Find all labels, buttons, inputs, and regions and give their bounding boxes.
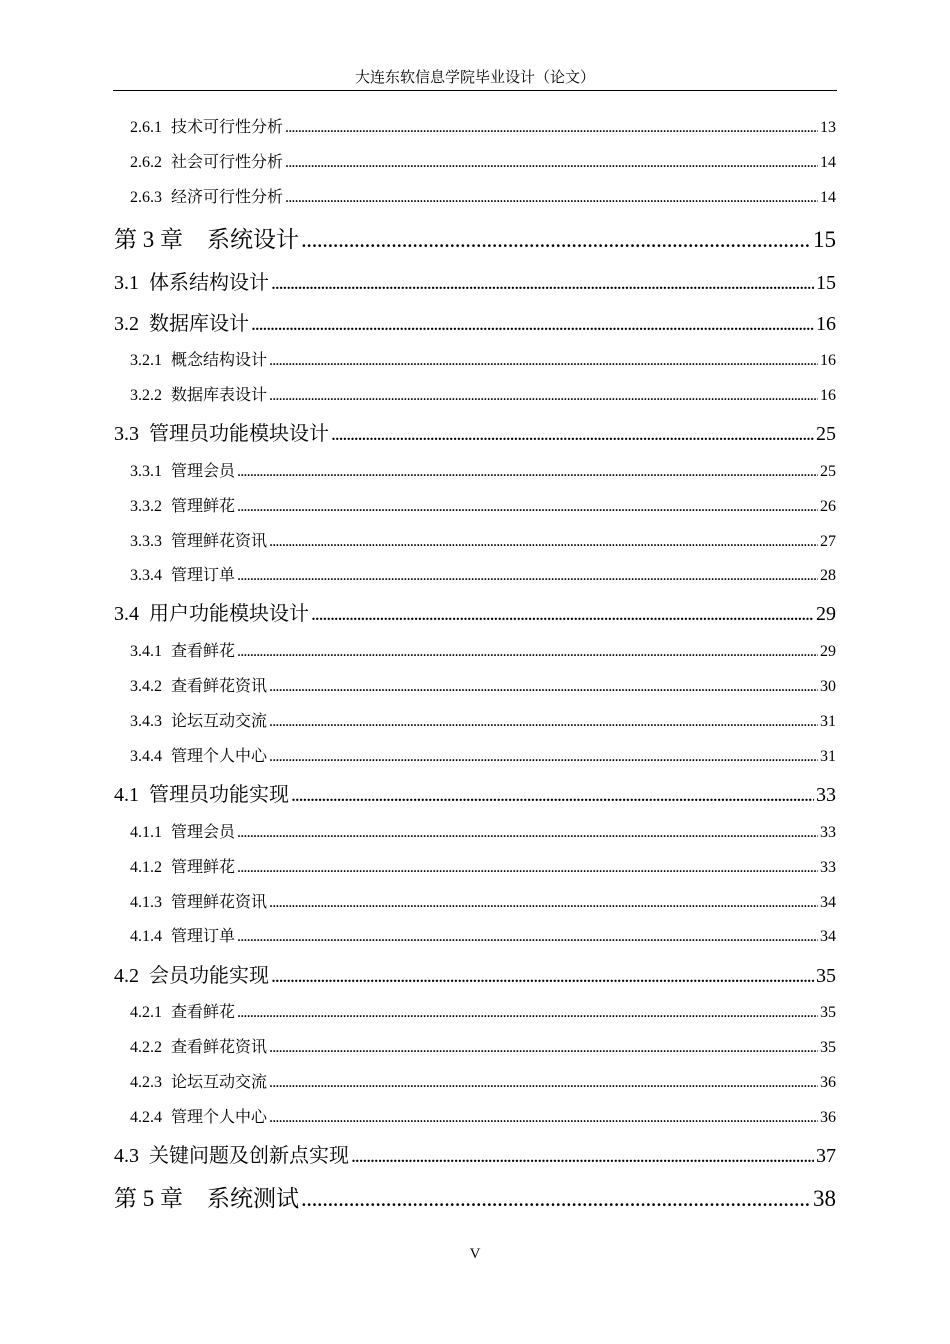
toc-entry[interactable] bbox=[130, 1069, 836, 1091]
toc-entry-page: 16 bbox=[820, 387, 836, 404]
toc-entry-title: 经济可行性分析 bbox=[171, 189, 284, 206]
toc-entry-page: 36 bbox=[820, 1074, 836, 1091]
toc-entry-page: 37 bbox=[816, 1145, 836, 1167]
toc-entry[interactable] bbox=[130, 1104, 836, 1126]
toc-leader-dots bbox=[301, 227, 811, 253]
toc-entry-section[interactable] bbox=[114, 307, 836, 333]
toc-entry-title: 管理会员 bbox=[171, 463, 236, 480]
toc-entry[interactable] bbox=[130, 114, 836, 136]
toc-entry-number: 4.2 bbox=[114, 965, 139, 987]
toc-leader-dots bbox=[237, 928, 818, 946]
toc-entry-number: 3.2.1 bbox=[130, 352, 162, 369]
toc-entry-page: 27 bbox=[820, 533, 836, 550]
toc-leader-dots bbox=[237, 859, 818, 877]
toc-entry-title: 数据库表设计 bbox=[171, 387, 268, 404]
toc-entry-number: 4.2.1 bbox=[130, 1004, 162, 1021]
toc-entry-title: 管理鲜花 bbox=[171, 498, 236, 515]
toc-entry-page: 13 bbox=[820, 119, 836, 136]
toc-entry[interactable] bbox=[130, 999, 836, 1021]
toc-entry-title: 管理鲜花 bbox=[171, 859, 236, 876]
toc-entry[interactable] bbox=[130, 889, 836, 911]
toc-entry-page: 16 bbox=[816, 313, 836, 335]
toc-entry-page: 28 bbox=[820, 567, 836, 584]
toc-entry[interactable] bbox=[130, 819, 836, 841]
toc-entry-title: 查看鲜花资讯 bbox=[171, 678, 268, 695]
toc-entry-number: 3.4.1 bbox=[130, 643, 162, 660]
toc-entry-number: 2.6.3 bbox=[130, 189, 162, 206]
toc-entry-number: 3.3.2 bbox=[130, 498, 162, 515]
toc-leader-dots bbox=[331, 423, 814, 446]
toc-leader-dots bbox=[285, 119, 818, 137]
toc-entry-number: 4.1.1 bbox=[130, 824, 162, 841]
toc-entry[interactable] bbox=[130, 854, 836, 876]
toc-entry-number: 4.2.3 bbox=[130, 1074, 162, 1091]
toc-entry-number: 第 5 章 bbox=[114, 1186, 183, 1211]
toc-leader-dots bbox=[269, 1039, 818, 1057]
toc-entry-section[interactable] bbox=[114, 959, 836, 985]
toc-leader-dots bbox=[269, 1074, 818, 1092]
toc-entry-title: 论坛互动交流 bbox=[171, 713, 268, 730]
toc-entry-title: 查看鲜花资讯 bbox=[171, 1039, 268, 1056]
toc-entry-title: 关键问题及创新点实现 bbox=[149, 1145, 349, 1167]
toc-entry[interactable] bbox=[130, 638, 836, 660]
toc-leader-dots bbox=[237, 1004, 818, 1022]
toc-entry-title: 管理个人中心 bbox=[171, 1109, 268, 1126]
toc-entry-title: 数据库设计 bbox=[149, 313, 249, 335]
toc-leader-dots bbox=[291, 784, 814, 807]
toc-leader-dots bbox=[269, 352, 818, 370]
toc-entry-number: 2.6.2 bbox=[130, 154, 162, 171]
toc-entry-title: 系统设计 bbox=[207, 227, 299, 252]
toc-leader-dots bbox=[269, 678, 818, 696]
toc-entry-page: 31 bbox=[820, 748, 836, 765]
toc-entry-title: 管理订单 bbox=[171, 567, 236, 584]
toc-leader-dots bbox=[237, 567, 818, 585]
toc-entry-number: 3.3.1 bbox=[130, 463, 162, 480]
toc-entry-title: 管理员功能实现 bbox=[149, 784, 289, 806]
toc-entry[interactable] bbox=[130, 493, 836, 515]
toc-entry-number: 3.2 bbox=[114, 313, 139, 335]
toc-entry-section[interactable] bbox=[114, 597, 836, 623]
toc-entry[interactable] bbox=[130, 562, 836, 584]
toc-entry-page: 30 bbox=[820, 678, 836, 695]
toc-entry[interactable] bbox=[130, 347, 836, 369]
toc-entry-number: 2.6.1 bbox=[130, 119, 162, 136]
toc-entry-page: 25 bbox=[820, 463, 836, 480]
toc-entry-number: 3.4.4 bbox=[130, 748, 162, 765]
toc-entry-number: 4.1.2 bbox=[130, 859, 162, 876]
toc-leader-dots bbox=[237, 643, 818, 661]
toc-entry-number: 4.2.2 bbox=[130, 1039, 162, 1056]
toc-entry-number: 3.4 bbox=[114, 603, 139, 625]
toc-leader-dots bbox=[269, 387, 818, 405]
toc-entry-number: 3.1 bbox=[114, 272, 139, 294]
toc-entry-chapter[interactable] bbox=[114, 221, 836, 251]
toc-leader-dots bbox=[269, 713, 818, 731]
toc-entry-page: 33 bbox=[820, 824, 836, 841]
toc-entry-number: 4.2.4 bbox=[130, 1109, 162, 1126]
toc-entry-page: 33 bbox=[820, 859, 836, 876]
toc-leader-dots bbox=[269, 533, 818, 551]
toc-leader-dots bbox=[251, 313, 814, 336]
toc-leader-dots bbox=[269, 1109, 818, 1127]
toc-leader-dots bbox=[301, 1186, 811, 1212]
toc-entry-title: 管理订单 bbox=[171, 928, 236, 945]
toc-entry-title: 论坛互动交流 bbox=[171, 1074, 268, 1091]
toc-leader-dots bbox=[269, 748, 818, 766]
toc-entry-page: 38 bbox=[813, 1186, 836, 1211]
toc-entry[interactable] bbox=[130, 673, 836, 695]
toc-entry-title: 社会可行性分析 bbox=[171, 154, 284, 171]
toc-entry-title: 管理鲜花资讯 bbox=[171, 894, 268, 911]
toc-entry-number: 第 3 章 bbox=[114, 227, 183, 252]
page-header: 大连东软信息学院毕业设计（论文） bbox=[113, 66, 837, 91]
toc-entry-page: 34 bbox=[820, 894, 836, 911]
toc-entry-title: 管理会员 bbox=[171, 824, 236, 841]
toc-entry[interactable] bbox=[130, 528, 836, 550]
toc-entry-page: 36 bbox=[820, 1109, 836, 1126]
toc-entry-number: 4.1.4 bbox=[130, 928, 162, 945]
toc-entry-title: 系统测试 bbox=[207, 1186, 299, 1211]
toc-entry-number: 3.4.3 bbox=[130, 713, 162, 730]
toc-entry-title: 查看鲜花 bbox=[171, 643, 236, 660]
toc-entry-page: 35 bbox=[816, 965, 836, 987]
toc-entry-title: 管理个人中心 bbox=[171, 748, 268, 765]
toc-entry-section[interactable] bbox=[114, 266, 836, 292]
toc-entry-title: 概念结构设计 bbox=[171, 352, 268, 369]
toc-entry-page: 29 bbox=[820, 643, 836, 660]
toc-entry-chapter[interactable] bbox=[114, 1180, 836, 1210]
page-number: V bbox=[469, 1246, 481, 1262]
toc-entry[interactable] bbox=[130, 743, 836, 765]
toc-leader-dots bbox=[237, 824, 818, 842]
toc-entry-title: 体系结构设计 bbox=[149, 272, 269, 294]
toc-entry-page: 15 bbox=[816, 272, 836, 294]
toc-entry-number: 3.3.3 bbox=[130, 533, 162, 550]
toc-entry-section[interactable] bbox=[114, 1139, 836, 1165]
toc-entry-page: 33 bbox=[816, 784, 836, 806]
toc-entry-number: 4.1.3 bbox=[130, 894, 162, 911]
toc-entry-title: 用户功能模块设计 bbox=[149, 603, 309, 625]
toc-entry-page: 35 bbox=[820, 1039, 836, 1056]
toc-entry-page: 15 bbox=[813, 227, 836, 252]
toc-entry-page: 29 bbox=[816, 603, 836, 625]
toc-entry-page: 14 bbox=[820, 154, 836, 171]
toc-leader-dots bbox=[311, 603, 814, 626]
toc-entry[interactable] bbox=[130, 923, 836, 945]
toc-entry-page: 16 bbox=[820, 352, 836, 369]
toc-entry-number: 3.3.4 bbox=[130, 567, 162, 584]
toc-entry[interactable] bbox=[130, 1034, 836, 1056]
toc-entry[interactable] bbox=[130, 184, 836, 206]
toc-entry-page: 34 bbox=[820, 928, 836, 945]
toc-entry-title: 会员功能实现 bbox=[149, 965, 269, 987]
toc-entry-number: 3.2.2 bbox=[130, 387, 162, 404]
toc-entry[interactable] bbox=[130, 458, 836, 480]
toc-entry-page: 35 bbox=[820, 1004, 836, 1021]
toc-leader-dots bbox=[237, 463, 818, 481]
toc-entry-number: 3.3 bbox=[114, 423, 139, 445]
toc-entry[interactable] bbox=[130, 149, 836, 171]
toc-entry-page: 31 bbox=[820, 713, 836, 730]
toc-entry-number: 4.1 bbox=[114, 784, 139, 806]
toc-entry-title: 管理员功能模块设计 bbox=[149, 423, 329, 445]
toc-entry-section[interactable] bbox=[114, 778, 836, 804]
toc-leader-dots bbox=[285, 189, 818, 207]
toc-leader-dots bbox=[285, 154, 818, 172]
toc-leader-dots bbox=[271, 965, 814, 988]
toc-entry-title: 查看鲜花 bbox=[171, 1004, 236, 1021]
toc-entry-title: 技术可行性分析 bbox=[171, 119, 284, 136]
toc-leader-dots bbox=[269, 894, 818, 912]
toc-leader-dots bbox=[237, 498, 818, 516]
toc-entry-title: 管理鲜花资讯 bbox=[171, 533, 268, 550]
toc-entry-page: 26 bbox=[820, 498, 836, 515]
toc-entry-section[interactable] bbox=[114, 417, 836, 443]
toc-entry-number: 3.4.2 bbox=[130, 678, 162, 695]
toc-entry-number: 4.3 bbox=[114, 1145, 139, 1167]
toc-entry-page: 25 bbox=[816, 423, 836, 445]
toc-entry[interactable] bbox=[130, 382, 836, 404]
toc-entry[interactable] bbox=[130, 708, 836, 730]
toc-entry-page: 14 bbox=[820, 189, 836, 206]
toc-leader-dots bbox=[351, 1145, 814, 1168]
toc-leader-dots bbox=[271, 272, 814, 295]
